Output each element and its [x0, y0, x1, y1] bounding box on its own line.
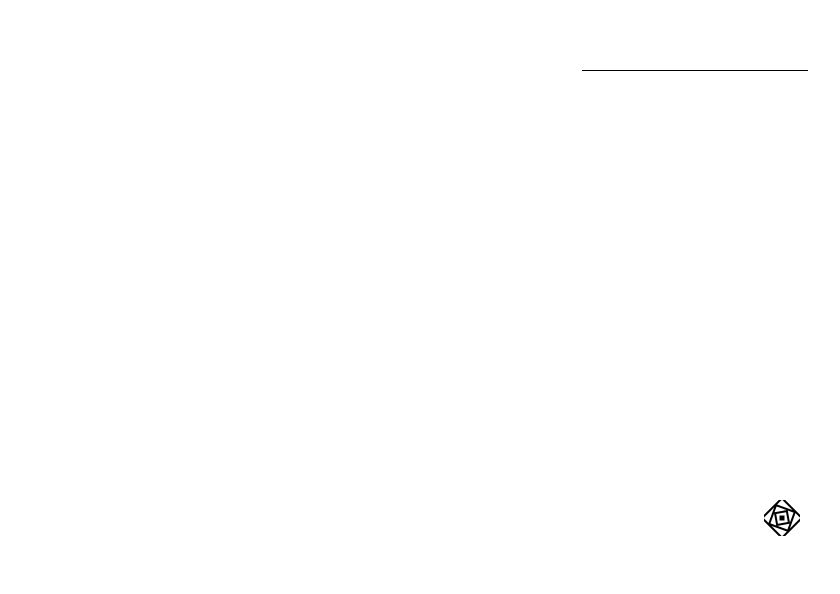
name-line [582, 70, 808, 71]
rechnennet-logo-icon [764, 500, 800, 536]
